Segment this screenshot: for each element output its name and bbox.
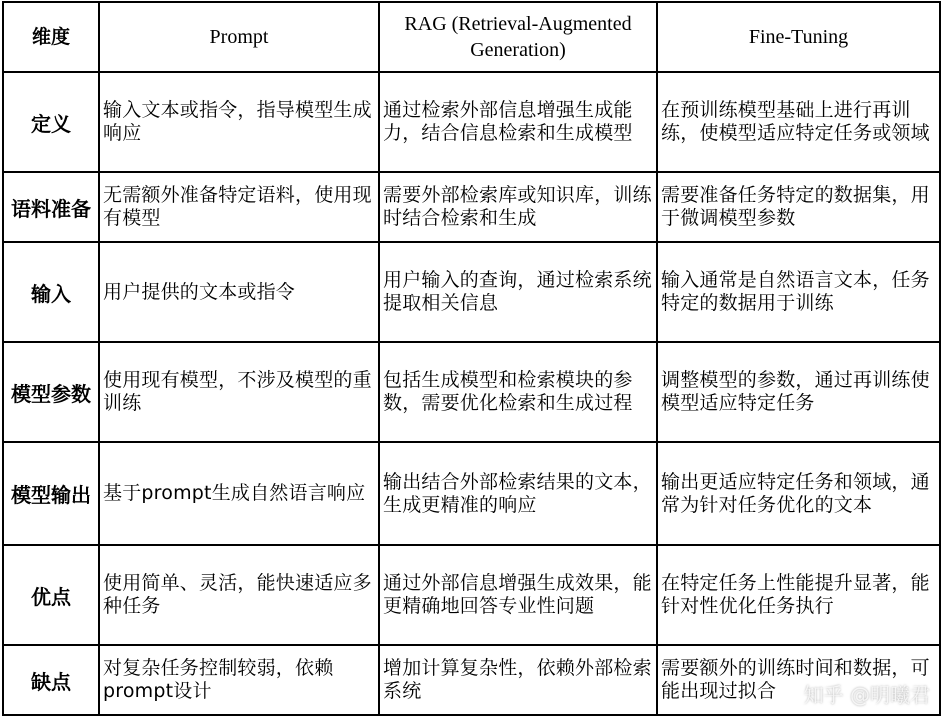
row-label: 语料准备: [3, 172, 99, 242]
finetuning-cell: 输出更适应特定任务和领域，通常为针对任务优化的文本: [657, 442, 940, 545]
header-finetuning: Fine-Tuning: [657, 2, 940, 72]
table-row-disadvantages: [3, 645, 940, 715]
rag-cell: 通过外部信息增强生成效果，能更精确地回答专业性问题: [379, 545, 657, 645]
prompt-cell: 基于prompt生成自然语言响应: [99, 442, 379, 545]
finetuning-cell: 需要额外的训练时间和数据，可能出现过拟合: [657, 645, 940, 715]
prompt-cell: 无需额外准备特定语料，使用现有模型: [99, 172, 379, 242]
comparison-table: [2, 1, 941, 716]
row-label: 模型参数: [3, 342, 99, 442]
finetuning-cell: 需要准备任务特定的数据集，用于微调模型参数: [657, 172, 940, 242]
rag-cell: 用户输入的查询，通过检索系统提取相关信息: [379, 242, 657, 342]
table-row-definition: [3, 72, 940, 172]
prompt-cell: 使用现有模型，不涉及模型的重训练: [99, 342, 379, 442]
row-label: 模型输出: [3, 442, 99, 545]
prompt-cell: 使用简单、灵活，能快速适应多种任务: [99, 545, 379, 645]
row-label: 缺点: [3, 645, 99, 715]
row-label: 优点: [3, 545, 99, 645]
row-label: 输入: [3, 242, 99, 342]
table-row-input: [3, 242, 940, 342]
row-label: 定义: [3, 72, 99, 172]
header-row: [3, 2, 940, 72]
rag-cell: 需要外部检索库或知识库，训练时结合检索和生成: [379, 172, 657, 242]
rag-cell: 输出结合外部检索结果的文本，生成更精准的响应: [379, 442, 657, 545]
table-row-corpus: [3, 172, 940, 242]
finetuning-cell: 在特定任务上性能提升显著，能针对性优化任务执行: [657, 545, 940, 645]
watermark: 知乎 @明曦君: [803, 683, 930, 707]
rag-cell: 包括生成模型和检索模块的参数，需要优化检索和生成过程: [379, 342, 657, 442]
rag-cell: 通过检索外部信息增强生成能力，结合信息检索和生成模型: [379, 72, 657, 172]
prompt-cell: 对复杂任务控制较弱，依赖prompt设计: [99, 645, 379, 715]
header-rag: RAG (Retrieval-Augmented Generation): [379, 2, 657, 72]
rag-cell: 增加计算复杂性，依赖外部检索系统: [379, 645, 657, 715]
table-row-advantages: [3, 545, 940, 645]
finetuning-cell: 调整模型的参数，通过再训练使模型适应特定任务: [657, 342, 940, 442]
header-dimension: 维度: [3, 2, 99, 72]
header-prompt: Prompt: [99, 2, 379, 72]
prompt-cell: 用户提供的文本或指令: [99, 242, 379, 342]
table-row-parameters: [3, 342, 940, 442]
table-row-output: [3, 442, 940, 545]
finetuning-cell: 在预训练模型基础上进行再训练，使模型适应特定任务或领域: [657, 72, 940, 172]
finetuning-cell: 输入通常是自然语言文本，任务特定的数据用于训练: [657, 242, 940, 342]
prompt-cell: 输入文本或指令，指导模型生成响应: [99, 72, 379, 172]
